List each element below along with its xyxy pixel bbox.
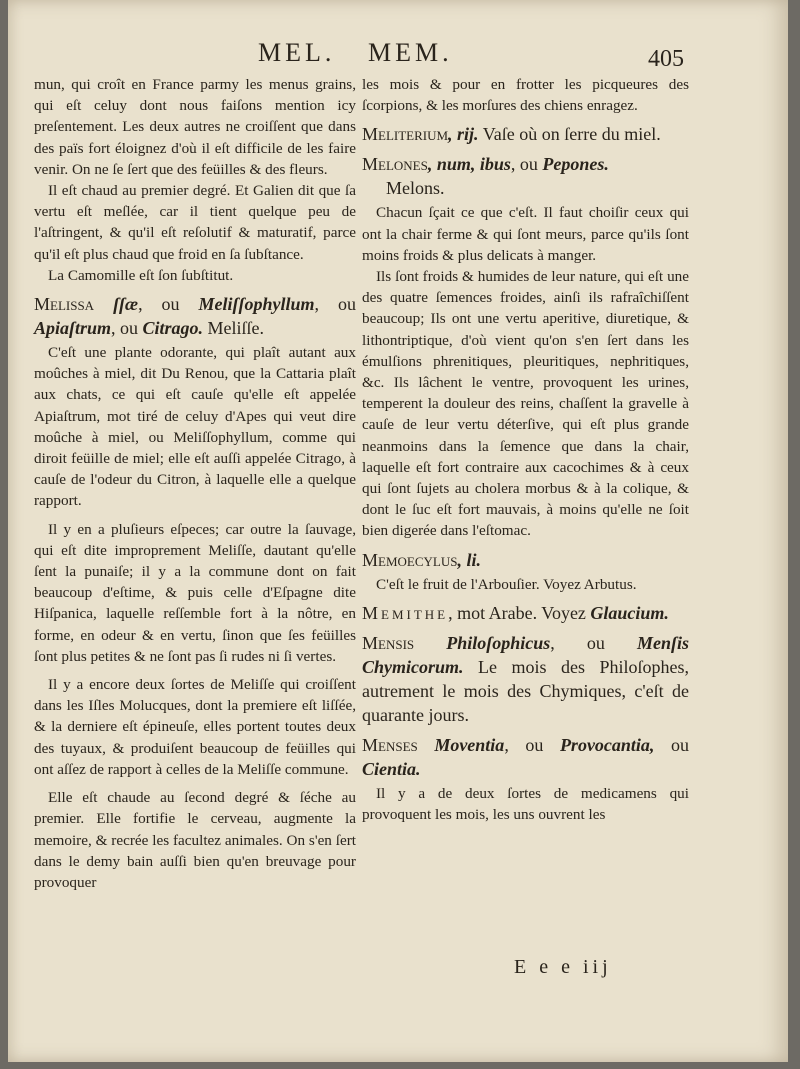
header-right: MEM. — [368, 38, 453, 67]
entry-variant: Philoſophicus — [446, 632, 551, 653]
entry-variant: Glaucium. — [590, 602, 669, 623]
entry-gloss: Le mois des Philoſophes, autrement le mois des Chymiques, c'eſt de quarante jours. — [362, 656, 689, 725]
entry-headword: Meliterium — [362, 124, 449, 145]
dictionary-entry-melones — [362, 152, 689, 200]
entry-variant: Moventia — [434, 734, 505, 755]
entry-variant: , num, ibus — [427, 154, 511, 175]
signature-mark: E e e iij — [514, 956, 612, 978]
entry-separator: , ou — [138, 294, 180, 315]
entry-headword: Memithe — [362, 602, 449, 623]
paragraph: les mois & pour en frotter les picqueures des ſcorpions, & les morſures des chiens enragez. — [362, 76, 689, 115]
paragraph: Il eſt chaud au premier degré. Et Galien dit que ſa vertu eſt meſlée, car il tient quelque peu de l'aſtringent, & qu'il eſt reſolutif & maturatif, parce qu'il eſt plus chaud que froid en ſa ſubſtance. — [34, 182, 356, 263]
paragraph: C'eſt le fruit de l'Arbouſier. Voyez Arbutus. — [376, 575, 637, 593]
entry-gloss: Melons. — [386, 178, 445, 199]
entry-gloss: Meliſſe. — [207, 318, 265, 339]
entry-variant: Citrago. — [142, 318, 204, 339]
paragraph: Il y a encore deux ſortes de Meliſſe qui croiſſent dans les Iſles Molucques, dont la premiere eſt liſſée, & la derniere eſt épineuſe, elles portent toutes deux des tuyaux, & produiſent beaucoup de feüilles qui ont aſſez de rapport à celles de la Meliſſe commune. — [34, 676, 356, 778]
paragraph: C'eſt une plante odorante, qui plaît autant aux moûches à miel, dit Du Renou, que la Cattaria plaît aux chats, ce qui eſt cauſe qu'elle eſt appelée Apiaſtrum, mot tiré de celuy d'Apes qui veut dire moûche à miel, ou Meliſſophyllum, comme qui diroit feüille de miel; elle eſt auſſi appelée Citrago, à cauſe de l'odeur du Citron, à laquelle elle a quelque rapport. — [34, 344, 356, 510]
paragraph: mun, qui croît en France parmy les menus grains, qui eſt celuy dont nous faiſons mention icy preſentement. Les deux autres ne croiſſent que dans des païs fort éloignez d'où il eſt difficile de les faire venir. On ne ſe ſert que des feüilles & des fleurs. — [34, 76, 356, 178]
dictionary-entry-menses — [362, 733, 689, 781]
dictionary-entry-memoecylus — [362, 548, 689, 572]
entry-separator: , ou — [314, 294, 357, 315]
dictionary-entry-mensis — [362, 631, 689, 727]
entry-separator: , ou — [504, 734, 544, 755]
entry-headword: Melissa — [34, 294, 95, 315]
header-left: MEL. — [258, 38, 336, 67]
entry-separator: , ou — [550, 632, 605, 653]
dictionary-entry-meliterium — [362, 122, 689, 146]
paragraph: Il y a de deux ſortes de medicamens qui provoquent les mois, les uns ouvrent les — [362, 784, 689, 824]
paragraph: Il y en a pluſieurs eſpeces; car outre la ſauvage, qui eſt dite improprement Meliſſe, dautant qu'elle ſent la punaiſe; il y a la commune dont on fait beaucoup d'eſtime, & puis celle d'Eſpagne dite Hiſpanica, laquelle reſſemble fort à la nôtre, en forme, en odeur & en vertu, ſinon que ſes feüilles ſont plus petites & ne ſont pas ſi rudes ni ſi vertes. — [34, 520, 356, 665]
paragraph: Ils ſont froids & humides de leur nature, qui eſt une des quatre ſemences froides, ainſi ils rafraîchiſſent beaucoup; Ils ont une vertu aperitive, diuretique, & lithontriptique, d'où vient qu'on s'en ſert dans les émulſions phrenitiques, pleuritiques, nephritiques, &c. Ils lâchent le ventre, provoquent les urines, temperent la douleur des reins, chaſſent la gravelle à cauſe de leur vertu déterſive, qui eſt plus grande neanmoins dans la ſemence que dans la chair, laquelle eſt fort contraire aux cacochimes & à ceux qui ſont ſujets au cholera morbus & à la colique, & dont le ſuc eſt fort mauvais, à moins qu'elle ne ſoit bien digerée dans l'eſtomac. — [362, 268, 689, 540]
entry-separator: ou — [671, 734, 689, 755]
entry-variant: , li. — [457, 549, 481, 570]
paragraph: Elle eſt chaude au ſecond degré & ſéche au premier. Elle fortifie le cerveau, augmente la memoire, & recrée les facultez animales. On s'en ſert dans le demy bain auſſi bien qu'en breuvage pour provoquer — [34, 789, 356, 891]
entry-separator: , ou — [510, 154, 538, 175]
right-column — [362, 74, 689, 825]
paragraph: La Camomille eſt ſon ſubſtitut. — [48, 266, 234, 284]
entry-variant: Meliſſophyllum — [198, 294, 315, 315]
book-page — [8, 0, 788, 1062]
entry-variant: ſſæ — [113, 294, 139, 315]
entry-headword: Mensis — [362, 632, 415, 653]
entry-variant: Provocantia, — [559, 734, 655, 755]
entry-headword: Memoecylus — [362, 549, 458, 570]
entry-variant: Cientia. — [362, 758, 421, 779]
entry-variant: Menſis Chymicorum. — [362, 632, 689, 677]
entry-headword: Melones — [362, 154, 428, 175]
running-header — [8, 38, 788, 74]
dictionary-entry-melissa — [34, 292, 356, 340]
entry-variant: , rij. — [448, 124, 479, 145]
entry-gloss: , mot Arabe. Voyez — [448, 602, 586, 623]
left-column — [34, 74, 356, 893]
entry-variant: Pepones. — [542, 154, 609, 175]
dictionary-entry-memithe — [362, 601, 689, 625]
entry-separator: , ou — [111, 318, 139, 339]
entry-headword: Menses — [362, 734, 418, 755]
entry-gloss: Vaſe où on ſerre du miel. — [482, 124, 661, 145]
paragraph: Chacun ſçait ce que c'eſt. Il faut choiſir ceux qui ont la chair ferme & qui ſont meurs, parce qu'ils ſont moins froids & plus delicats à manger. — [362, 204, 689, 264]
entry-variant: Apiaſtrum — [34, 318, 112, 339]
page-number: 405 — [648, 46, 684, 72]
